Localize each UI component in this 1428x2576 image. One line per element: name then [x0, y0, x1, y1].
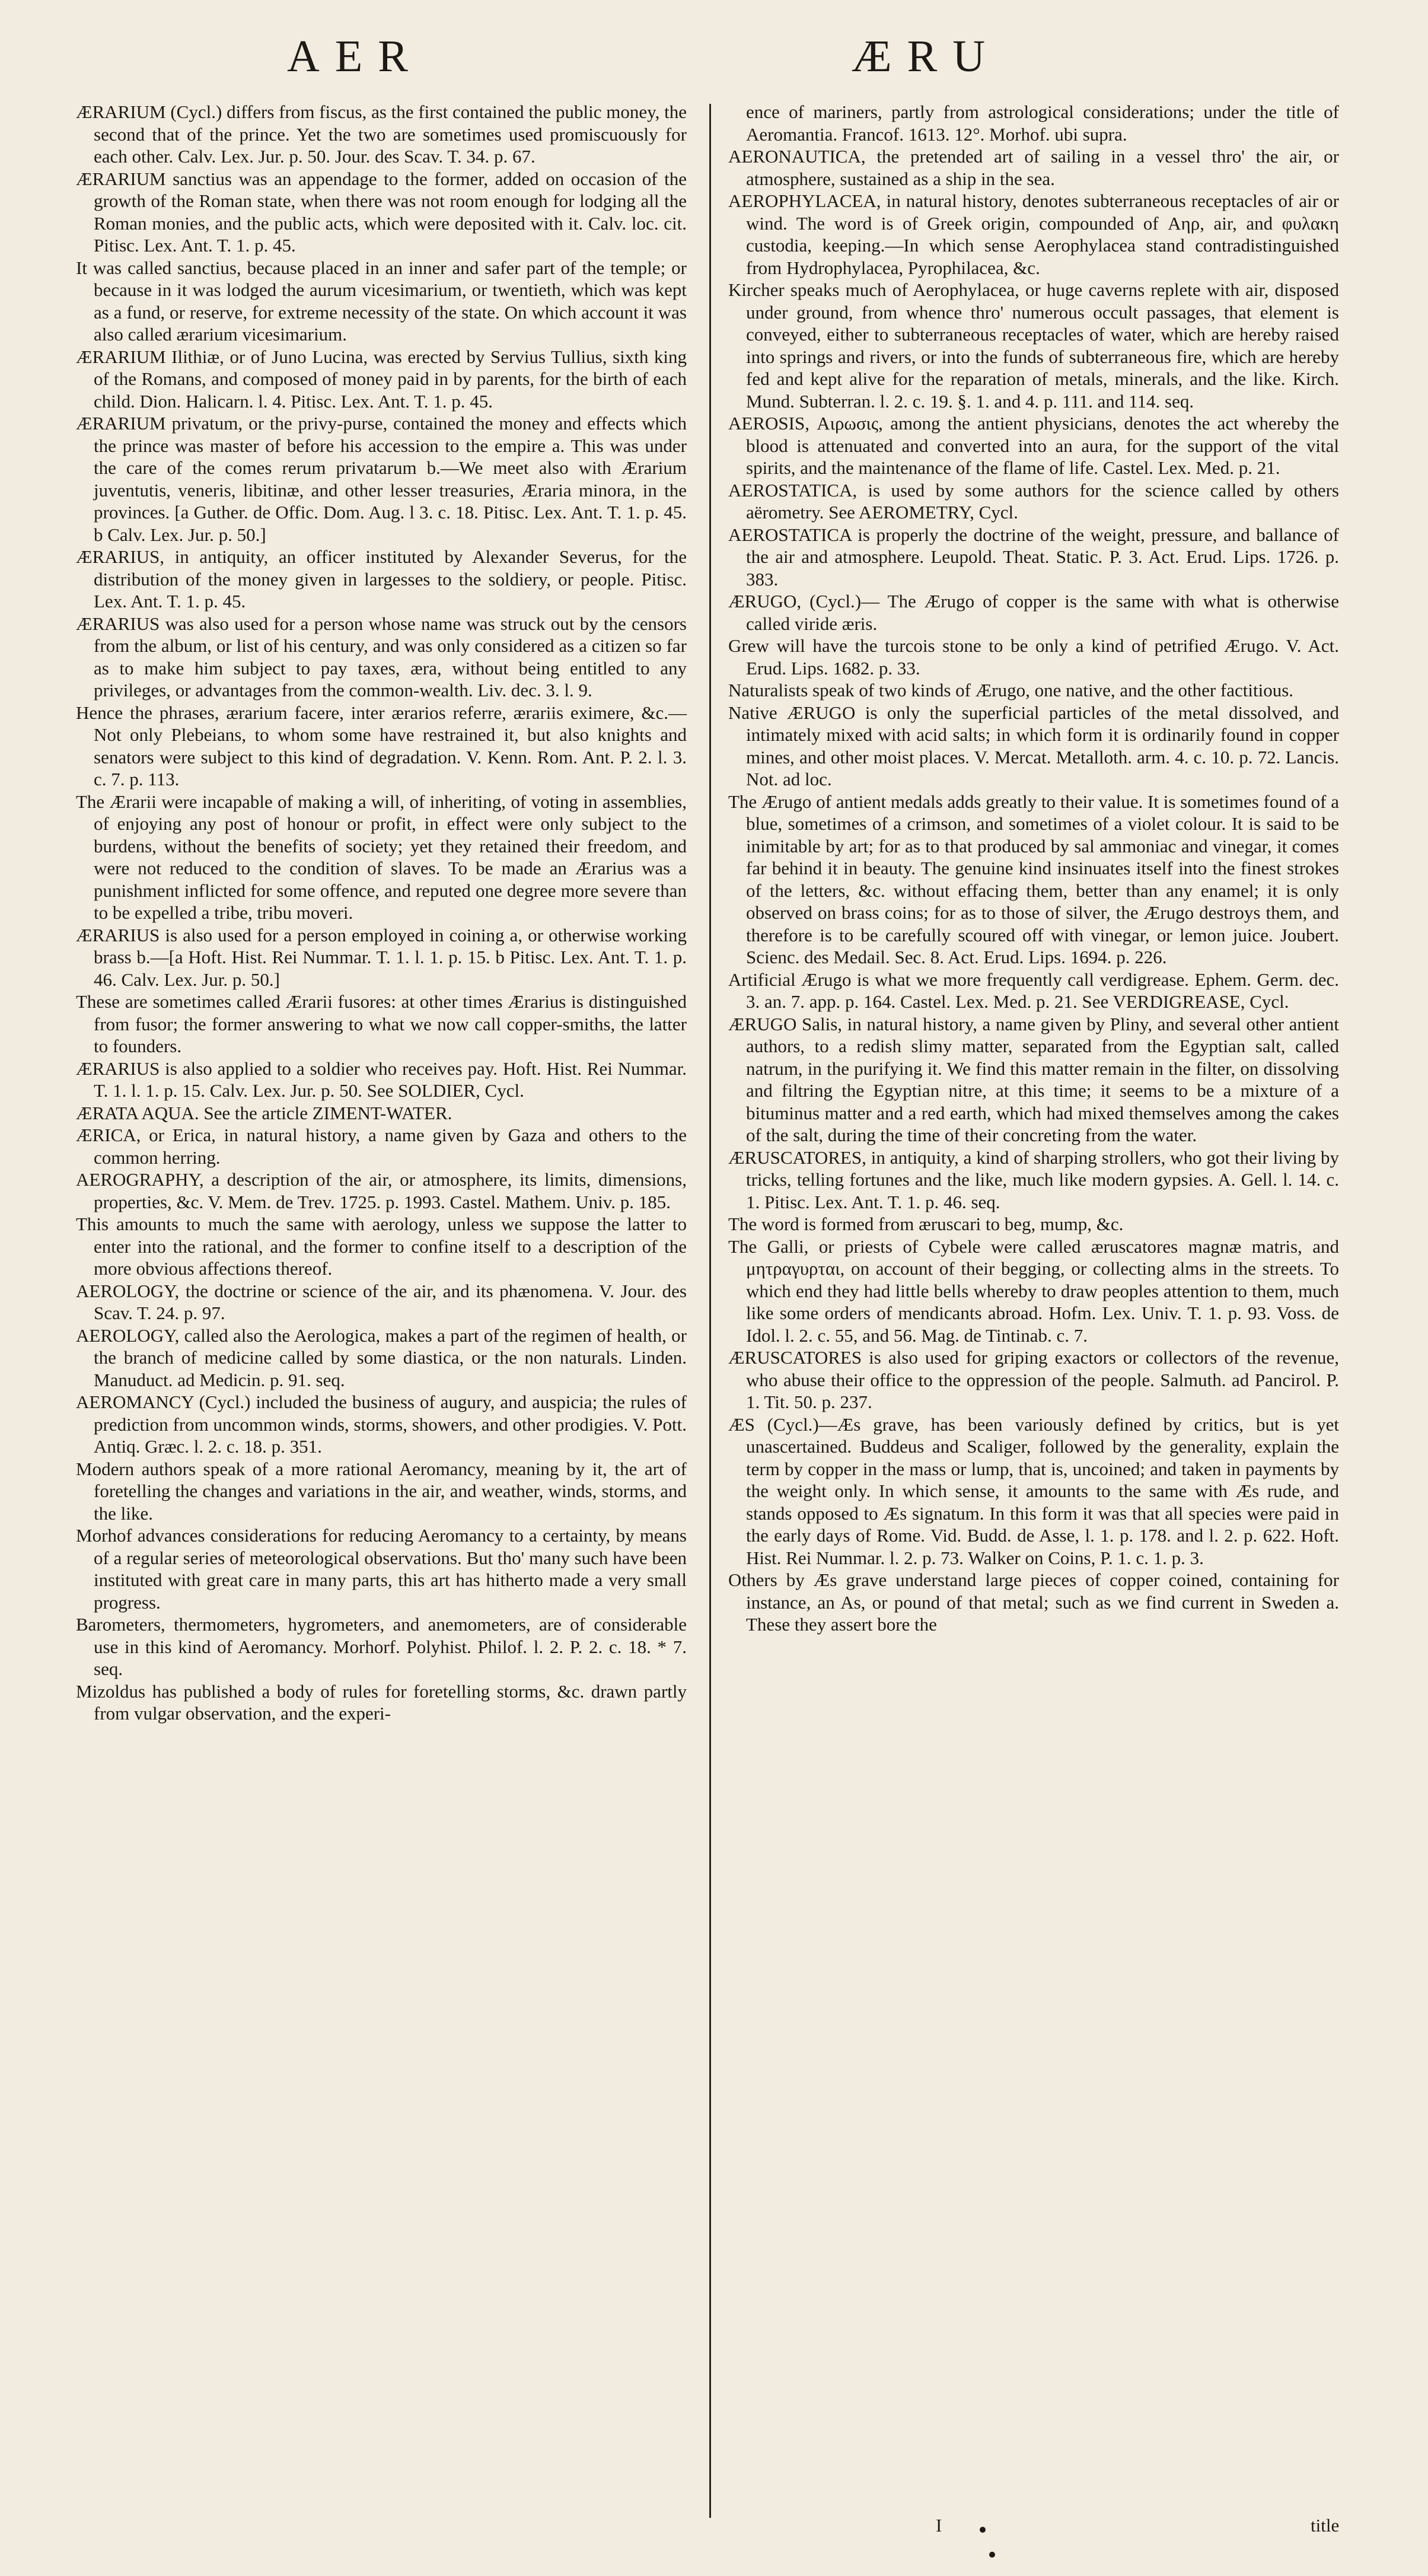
entry-paragraph: ÆRARIUM (Cycl.) differs from fiscus, as the first contained the public money, the second that of the prince. Yet the two are sometimes used promiscuously for each other. Calv. Lex. Jur. p. 50. Jour. des Scav. T. 34. p. 67. — [76, 101, 687, 167]
entry-paragraph: ÆRATA AQUA. See the article ZIMENT-WATER. — [76, 1102, 452, 1123]
right-column — [728, 101, 1339, 1636]
entry-paragraph: ÆRARIUM sanctius was an appendage to the former, added on occasion of the growth of the Roman state, when there was not room enough for lodging all the Roman monies, and the public acts, which were deposited with it. Calv. loc. cit. Pitisc. Lex. Ant. T. 1. p. 45. — [76, 168, 687, 256]
entry-paragraph: AEROSIS, Αιρωσις, among the antient physicians, denotes the act whereby the blood is attenuated and converted into an aura, for the support of the vital spirits, and the maintenance of the flame of life. Castel. Lex. Med. p. 21. — [728, 413, 1339, 478]
entry-paragraph: AERONAUTICA, the pretended art of sailing in a vessel thro' the air, or atmosphere, sustained as a ship in the sea. — [728, 146, 1339, 189]
signature-mark: I — [936, 2515, 942, 2536]
entry-paragraph: AEROLOGY, called also the Aerologica, makes a part of the regimen of health, or the branch of medicine called by some diastica, or the non naturals. Linden. Manuduct. ad Medicin. p. 91. seq. — [76, 1324, 687, 1390]
entry-paragraph: AEROGRAPHY, a description of the air, or atmosphere, its limits, dimensions, properties, &c. V. Mem. de Trev. 1725. p. 1993. Castel. Mathem. Univ. p. 185. — [76, 1169, 687, 1212]
entry-paragraph: ÆRUSCATORES, in antiquity, a kind of sharping strollers, who got their living by tricks, telling fortunes and the like, much like modern gypsies. A. Gell. l. 14. c. 1. Pitisc. Lex. Ant. T. 1. p. 46. seq. — [728, 1147, 1339, 1212]
entry-paragraph: Kircher speaks much of Aerophylacea, or huge caverns replete with air, disposed under ground, from whence thro' numerous occult passages, that element is conveyed, either to subterraneous receptacles of water, which are hereby raised into springs and rivers, or into the funds of subterraneous fire, which are hereby fed and kept alive for the reparation of metals, minerals, and the like. Kirch. Mund. Subterran. l. 2. c. 19. §. 1. and 4. p. 111. and 114. seq. — [728, 279, 1339, 412]
entry-paragraph: AEROSTATICA is properly the doctrine of the weight, pressure, and ballance of the air and atmosphere. Leupold. Theat. Static. P. 3. Act. Erud. Lips. 1726. p. 383. — [728, 524, 1339, 590]
entry-paragraph: Hence the phrases, ærarium facere, inter ærarios referre, ærariis eximere, &c.—Not only Plebeians, to whom some have restrained it, but also knights and senators were subject to this kind of degradation. V. Kenn. Rom. Ant. P. 2. l. 3. c. 7. p. 113. — [76, 702, 687, 789]
entry-paragraph: ence of mariners, partly from astrological considerations; under the title of Aeromantia. Francof. 1613. 12°. Morhof. ubi supra. — [746, 101, 1339, 145]
entry-paragraph: ÆRICA, or Erica, in natural history, a name given by Gaza and others to the common herring. — [76, 1125, 687, 1168]
running-head-left: AER — [287, 31, 423, 81]
entry-paragraph: These are sometimes called Ærarii fusores: at other times Ærarius is distinguished from fusor; the former answering to what we now call copper-smiths, the latter to founders. — [76, 991, 687, 1056]
entry-paragraph: ÆRARIUS is also applied to a soldier who receives pay. Hoft. Hist. Rei Nummar. T. 1. l. 1. p. 15. Calv. Lex. Jur. p. 50. See SOLDIER, Cycl. — [76, 1058, 687, 1101]
entry-paragraph: The word is formed from æruscari to beg, mump, &c. — [728, 1214, 1124, 1234]
entry-paragraph: AEROPHYLACEA, in natural history, denotes subterraneous receptacles of air or wind. The word is of Greek origin, compounded of Αηρ, air, and φυλακη custodia, keeping.—In which sense Aerophylacea stand contradistinguished from Hydrophylacea, Pyrophilacea, &c. — [728, 190, 1339, 278]
entry-paragraph: AEROLOGY, the doctrine or science of the air, and its phænomena. V. Jour. des Scav. T. 24. p. 97. — [76, 1280, 687, 1323]
entry-paragraph: Naturalists speak of two kinds of Ærugo, one native, and the other factitious. — [728, 680, 1294, 700]
entry-paragraph: Modern authors speak of a more rational Aeromancy, meaning by it, the art of foretelling the changes and variations in the air, and weather, winds, storms, and the like. — [76, 1458, 687, 1524]
entry-paragraph: ÆRUGO Salis, in natural history, a name given by Pliny, and several other antient authors, to a redish slimy matter, separated from the Egyptian salt, called natrum, in the purifying it. We find this matter remain in the filter, on dissolving and filtring the Egyptian nitre, at this time; it seems to be a mixture of a bituminus matter and a red earth, which had mixed themselves among the cakes of the salt, during the time of their concreting from the water. — [728, 1013, 1339, 1145]
running-head-right: ÆRU — [852, 31, 1001, 81]
catchword: title — [1311, 2515, 1340, 2536]
column-divider — [709, 104, 711, 2518]
ornament-dot — [989, 2552, 995, 2558]
entry-paragraph: This amounts to much the same with aerology, unless we suppose the latter to enter into the rational, and the former to confine itself to a description of the more obvious affections thereof. — [76, 1214, 687, 1279]
entry-paragraph: ÆRARIUS, in antiquity, an officer instituted by Alexander Severus, for the distribution of the money given in largesses to the soldiery, or people. Pitisc. Lex. Ant. T. 1. p. 45. — [76, 546, 687, 612]
ornament-dot — [980, 2527, 986, 2533]
entry-paragraph: Morhof advances considerations for reducing Aeromancy to a certainty, by means of a regular series of meteorological observations. But tho' many such have been instituted with great care in many parts, this art has hitherto made a very small progress. — [76, 1525, 687, 1613]
entry-paragraph: Others by Æs grave understand large pieces of copper coined, containing for instance, an As, or pound of that metal; such as we find current in Sweden a. These they assert bore the — [728, 1569, 1339, 1635]
entry-paragraph: Mizoldus has published a body of rules for foretelling storms, &c. drawn partly from vulgar observation, and the experi- — [76, 1680, 687, 1724]
entry-paragraph: ÆRARIUM Ilithiæ, or of Juno Lucina, was erected by Servius Tullius, sixth king of the Romans, and composed of money paid in by parents, for the birth of each child. Dion. Halicarn. l. 4. Pitisc. Lex. Ant. T. 1. p. 45. — [76, 346, 687, 412]
entry-paragraph: AEROMANCY (Cycl.) included the business of augury, and auspicia; the rules of prediction from uncommon winds, storms, showers, and other prodigies. V. Pott. Antiq. Græc. l. 2. c. 18. p. 351. — [76, 1392, 687, 1457]
entry-paragraph: Native ÆRUGO is only the superficial particles of the metal dissolved, and intimately mixed with acid salts; in which form it is ordinarily found in copper mines, and other moist places. V. Mercat. Metalloth. arm. 4. c. 10. p. 72. Lancis. Not. ad loc. — [728, 702, 1339, 789]
entry-paragraph: The Ærugo of antient medals adds greatly to their value. It is sometimes found of a blue, sometimes of a crimson, and sometimes of a violet colour. It is said to be inimitable by art; for as to that produced by sal ammoniac and vinegar, it comes far behind it in beauty. The genuine kind insinuates itself into the finest strokes of the letters, &c. without effacing them, better than any enamel; it is only observed on brass coins; for as to those of silver, the Ærugo destroys them, and therefore is to be carefully scoured off with vinegar, or lemon juice. Joubert. Scienc. des Medail. Sec. 8. Act. Erud. Lips. 1694. p. 226. — [728, 791, 1339, 967]
entry-paragraph: ÆRUGO, (Cycl.)— The Ærugo of copper is the same with what is otherwise called viride æris. — [728, 591, 1339, 634]
entry-paragraph: ÆRARIUS is also used for a person employed in coining a, or otherwise working brass b.—[a Hoft. Hist. Rei Nummar. T. 1. l. 1. p. 15. b Pitisc. Lex. Ant. T. 1. p. 46. Calv. Lex. Jur. p. 50.] — [76, 924, 687, 990]
entry-paragraph: The Galli, or priests of Cybele were called æruscatores magnæ matris, and μητραγυρται, on account of their begging, or collecting alms in the streets. To which end they had little bells whereby to draw peoples attention to them, much like some orders of mendicants abroad. Hofm. Lex. Univ. T. 1. p. 93. Voss. de Idol. l. 2. c. 55, and 56. Mag. de Tintinab. c. 7. — [728, 1236, 1339, 1346]
entry-paragraph: Barometers, thermometers, hygrometers, and anemometers, are of considerable use in this kind of Aeromancy. Morhorf. Polyhist. Philof. l. 2. P. 2. c. 18. * 7. seq. — [76, 1614, 687, 1679]
entry-paragraph: ÆS (Cycl.)—Æs grave, has been variously defined by critics, but is yet unascertained. Buddeus and Scaliger, followed by the generality, explain the term by copper in the mass or lump, that is, uncoined; and taken in payments by the weight only. In which sense, it amounts to the same with Æs rude, and stands opposed to Æs signatum. In this form it was that all species were paid in the early days of Rome. Vid. Budd. de Asse, l. 1. p. 178. and l. 2. p. 622. Hoft. Hist. Rei Nummar. l. 2. p. 73. Walker on Coins, P. 1. c. 1. p. 3. — [728, 1413, 1339, 1568]
entry-paragraph: ÆRARIUS was also used for a person whose name was struck out by the censors from the album, or list of his century, and was only considered as a citizen so far as to make him subject to pay taxes, æra, without being entitled to any privileges, or advantages from the common-wealth. Liv. dec. 3. l. 9. — [76, 613, 687, 700]
entry-paragraph: Grew will have the turcois stone to be only a kind of petrified Ærugo. V. Act. Erud. Lips. 1682. p. 33. — [728, 635, 1339, 679]
left-column — [76, 101, 687, 1725]
entry-paragraph: ÆRARIUM privatum, or the privy-purse, contained the money and effects which the prince was master of before his accession to the empire a. This was under the care of the comes rerum privatarum b.—We meet also with Ærarium juventutis, veneris, libitinæ, and other lesser treasuries, Æraria minora, in the provinces. [a Guther. de Offic. Dom. Aug. l 3. c. 18. Pitisc. Lex. Ant. T. 1. p. 45. b Calv. Lex. Jur. p. 50.] — [76, 413, 687, 545]
entry-paragraph: The Ærarii were incapable of making a will, of inheriting, of voting in assemblies, of enjoying any post of honour or profit, in effect were only subject to the burdens, without the benefits of society; yet they retained their freedom, and were not reduced to the condition of slaves. To be made an Ærarius was a punishment inflicted for some offence, and reputed one degree more severe than to be expelled a tribe, tribu moveri. — [76, 791, 687, 923]
entry-paragraph: It was called sanctius, because placed in an inner and safer part of the temple; or because in it was lodged the aurum vicesimarium, or twentieth, which was kept as a fund, or reserve, for extreme necessity of the state. On which account it was also called ærarium vicesimarium. — [76, 257, 687, 345]
entry-paragraph: ÆRUSCATORES is also used for griping exactors or collectors of the revenue, who abuse their office to the oppression of the people. Salmuth. ad Pancirol. P. 1. Tit. 50. p. 237. — [728, 1347, 1339, 1412]
entry-paragraph: Artificial Ærugo is what we more frequently call verdigrease. Ephem. Germ. dec. 3. an. 7. app. p. 164. Castel. Lex. Med. p. 21. See VERDIGREASE, Cycl. — [728, 969, 1339, 1012]
entry-paragraph: AEROSTATICA, is used by some authors for the science called by others aërometry. See AEROMETRY, Cycl. — [728, 479, 1339, 523]
